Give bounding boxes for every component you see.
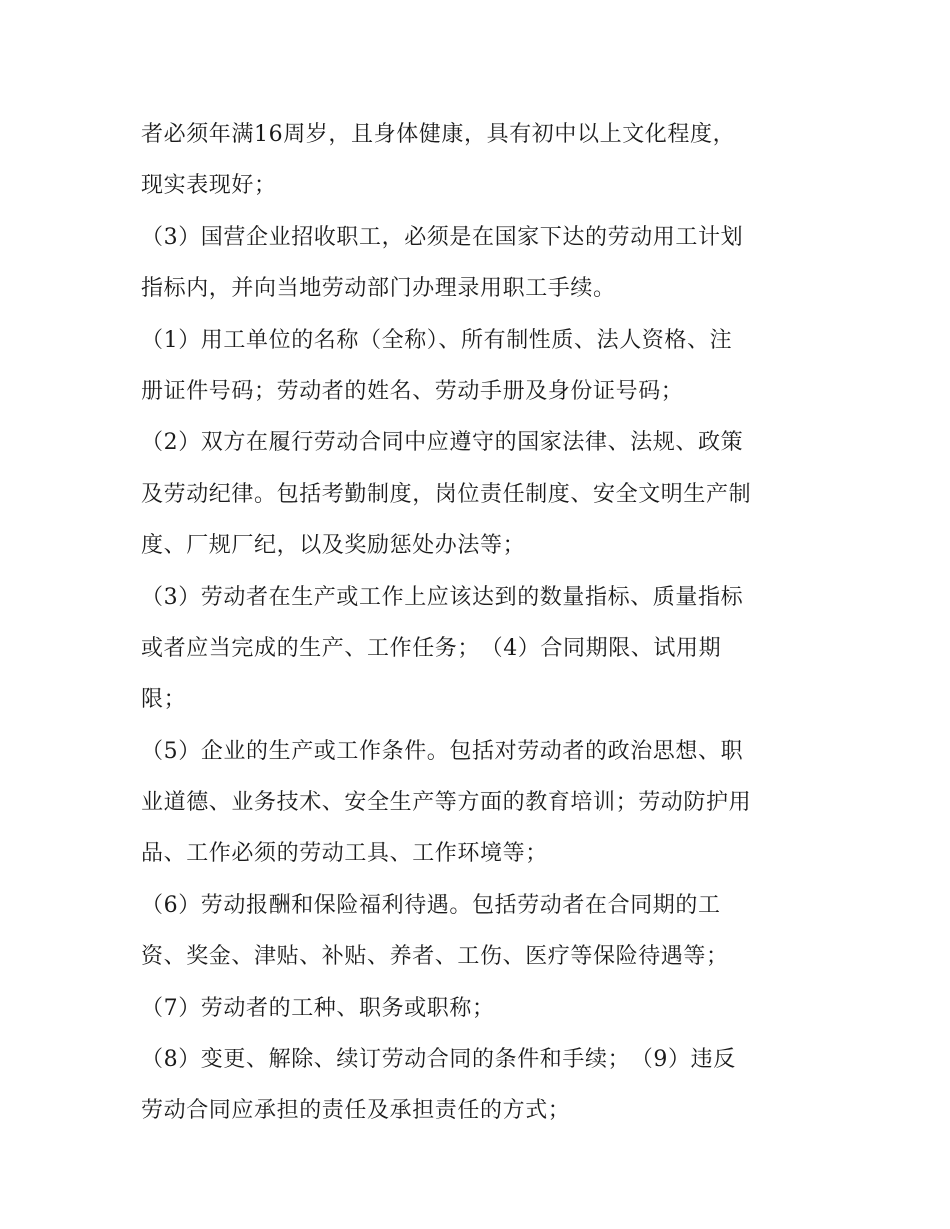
text-line: （3）劳动者在生产或工作上应该达到的数量指标、质量指标 [141, 584, 744, 610]
text-line: 品、工作必须的劳动工具、工作环境等； [141, 841, 548, 867]
text-line: 现实表现好； [141, 173, 277, 199]
text-line: 业道德、业务技术、安全生产等方面的教育培训；劳动防护用 [141, 790, 752, 816]
document-body [141, 109, 821, 1137]
text-line: （2）双方在履行劳动合同中应遵守的国家法律、法规、政策 [141, 430, 744, 456]
text-line: （8）变更、解除、续订劳动合同的条件和手续； （9）违反 [141, 1047, 736, 1073]
text-line: 册证件号码；劳动者的姓名、劳动手册及身份证号码； [141, 378, 684, 404]
text-line: （3）国营企业招收职工，必须是在国家下达的劳动用工计划 [141, 224, 744, 250]
text-line: （6）劳动报酬和保险福利待遇。包括劳动者在合同期的工 [141, 892, 721, 918]
text-line: （5）企业的生产或工作条件。包括对劳动者的政治思想、职 [141, 738, 744, 764]
text-line: 劳动合同应承担的责任及承担责任的方式； [141, 1098, 571, 1124]
text-line: （1）用工单位的名称（全称）、所有制性质、法人资格、注 [141, 327, 733, 353]
text-line: （7）劳动者的工种、职务或职称； [141, 995, 495, 1021]
text-line: 限； [141, 687, 187, 713]
text-line: 者必须年满16周岁，且身体健康，具有初中以上文化程度， [141, 122, 736, 147]
text-line: 度、厂规厂纪，以及奖励惩处办法等； [141, 533, 526, 559]
text-line: 及劳动纪律。包括考勤制度，岗位责任制度、安全文明生产制 [141, 481, 752, 507]
text-line: 资、奖金、津贴、补贴、养者、工伤、医疗等保险待遇等； [141, 944, 729, 970]
text-line: 指标内，并向当地劳动部门办理录用职工手续。 [141, 276, 616, 302]
text-line: 或者应当完成的生产、工作任务； （4）合同期限、试用期 [141, 635, 722, 661]
